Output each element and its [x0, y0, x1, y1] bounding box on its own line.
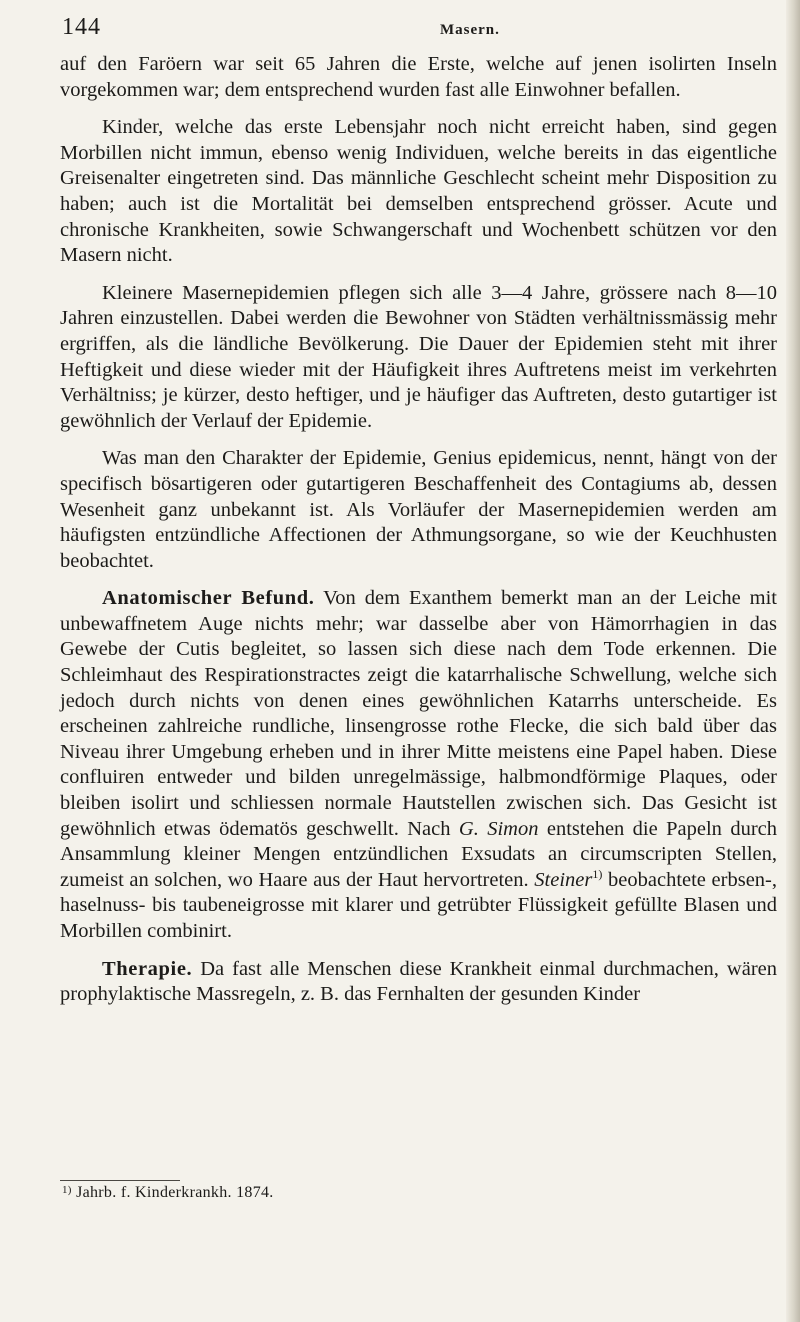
therapy-text: Da fast alle Menschen diese Krankheit einmal durchmachen, wären prophylaktische Massregeln, z. B. das Fernhalten der gesunden Kinder	[60, 957, 777, 1006]
author-steiner: Steiner	[534, 868, 593, 891]
page-edge	[786, 0, 800, 1322]
page-header	[62, 14, 772, 46]
footnote-divider	[60, 1180, 180, 1181]
footnote-text: Jahrb. f. Kinderkrankh. 1874.	[71, 1184, 274, 1201]
section-heading-anatomical: Anatomischer Befund.	[102, 587, 315, 610]
paragraph-genius-epidemicus: Was man den Charakter der Epidemie, Genius epidemicus, nennt, hängt von der specifisch bösartigeren oder gutartigeren Beschaffenheit des Contagiums ab, dessen Wesenheit ganz unbekannt ist. Als Vorläufer der Masernepidemien werden am häufigsten entzündliche Affectionen der Athmungsorgane, so wie der Keuchhusten beobachtet.	[60, 447, 777, 572]
anatomical-text-2: entstehen die Papeln durch Ansammlung kleiner Mengen entzündlichen Exsudats an circumscripten Stellen, zumeist an solchen, wo Haare aus der Haut hervortreten.	[60, 817, 777, 891]
paragraph-epidemics: Kleinere Masernepidemien pflegen sich alle 3—4 Jahre, grössere nach 8—10 Jahren einzustellen. Dabei werden die Bewohner von Städten verhältnissmässig mehr ergriffen, als die ländliche Bevölkerung. Die Dauer der Epidemien steht mit ihrer Heftigkeit und diese wieder mit der Häufigkeit ihres Auftretens meist im verkehrten Verhältniss; je kürzer, desto heftiger, und je häufiger das Auftreten, desto gutartiger ist gewöhnlich der Verlauf der Epidemie.	[60, 281, 777, 432]
paragraph-susceptibility: Kinder, welche das erste Lebensjahr noch nicht erreicht haben, sind gegen Morbillen nicht immun, ebenso wenig Individuen, welche bereits in das eigentliche Greisenalter eingetreten sind. Das männliche Geschlecht scheint mehr Disposition zu haben; auch ist die Mortalität bei demselben entsprechend grösser. Acute und chronische Krankheiten, sowie Schwangerschaft und Wochenbett schützen vor den Masern nicht.	[60, 116, 777, 267]
running-head: Masern.	[440, 22, 500, 38]
body-text	[60, 52, 777, 1020]
section-heading-therapy: Therapie.	[102, 957, 193, 980]
anatomical-text-1: Von dem Exanthem bemerkt man an der Leiche mit unbewaffnetem Auge nichts mehr; war dasselbe aber von Hämorrhagien in das Gewebe der Cutis begleitet, so lassen sich diese nach dem Tode erkennen. Die Schleimhaut des Respirationstractes zeigt die katarrhalische Schwellung, welche sich jedoch durch nichts von denen eines gewöhnlichen Katarrhs unterscheide. Es erscheinen zahlreiche rundliche, linsengrosse rothe Flecke, die sich bald über das Niveau ihrer Umgebung erheben und in ihrer Mitte meistens eine Papel haben. Diese confluiren entweder und bilden unregelmässige, halbmondförmige Plaques, oder bleiben isolirt und schliessen normale Hautstellen zwischen sich. Das Gesicht ist gewöhnlich etwas ödematös geschwellt. Nach	[60, 587, 777, 840]
footnote-reference: 1)	[592, 866, 603, 881]
anatomical-text-3: beobachtete erbsen-, haselnuss- bis taubeneigrosse mit klarer und getrübter Flüssigkeit gefüllte Blasen und Morbillen combinirt.	[60, 868, 778, 942]
paragraph-faroe: auf den Faröern war seit 65 Jahren die Erste, welche auf jenen isolirten Inseln vorgekommen war; dem entsprechend wurden fast alle Einwohner befallen.	[60, 53, 777, 101]
footnote	[62, 1184, 274, 1202]
page-number: 144	[62, 14, 101, 40]
footnote-mark: 1)	[62, 1184, 72, 1196]
paragraph-anatomical-findings	[60, 586, 777, 944]
author-simon: G. Simon	[458, 817, 539, 840]
paragraph-therapy	[60, 957, 777, 1008]
